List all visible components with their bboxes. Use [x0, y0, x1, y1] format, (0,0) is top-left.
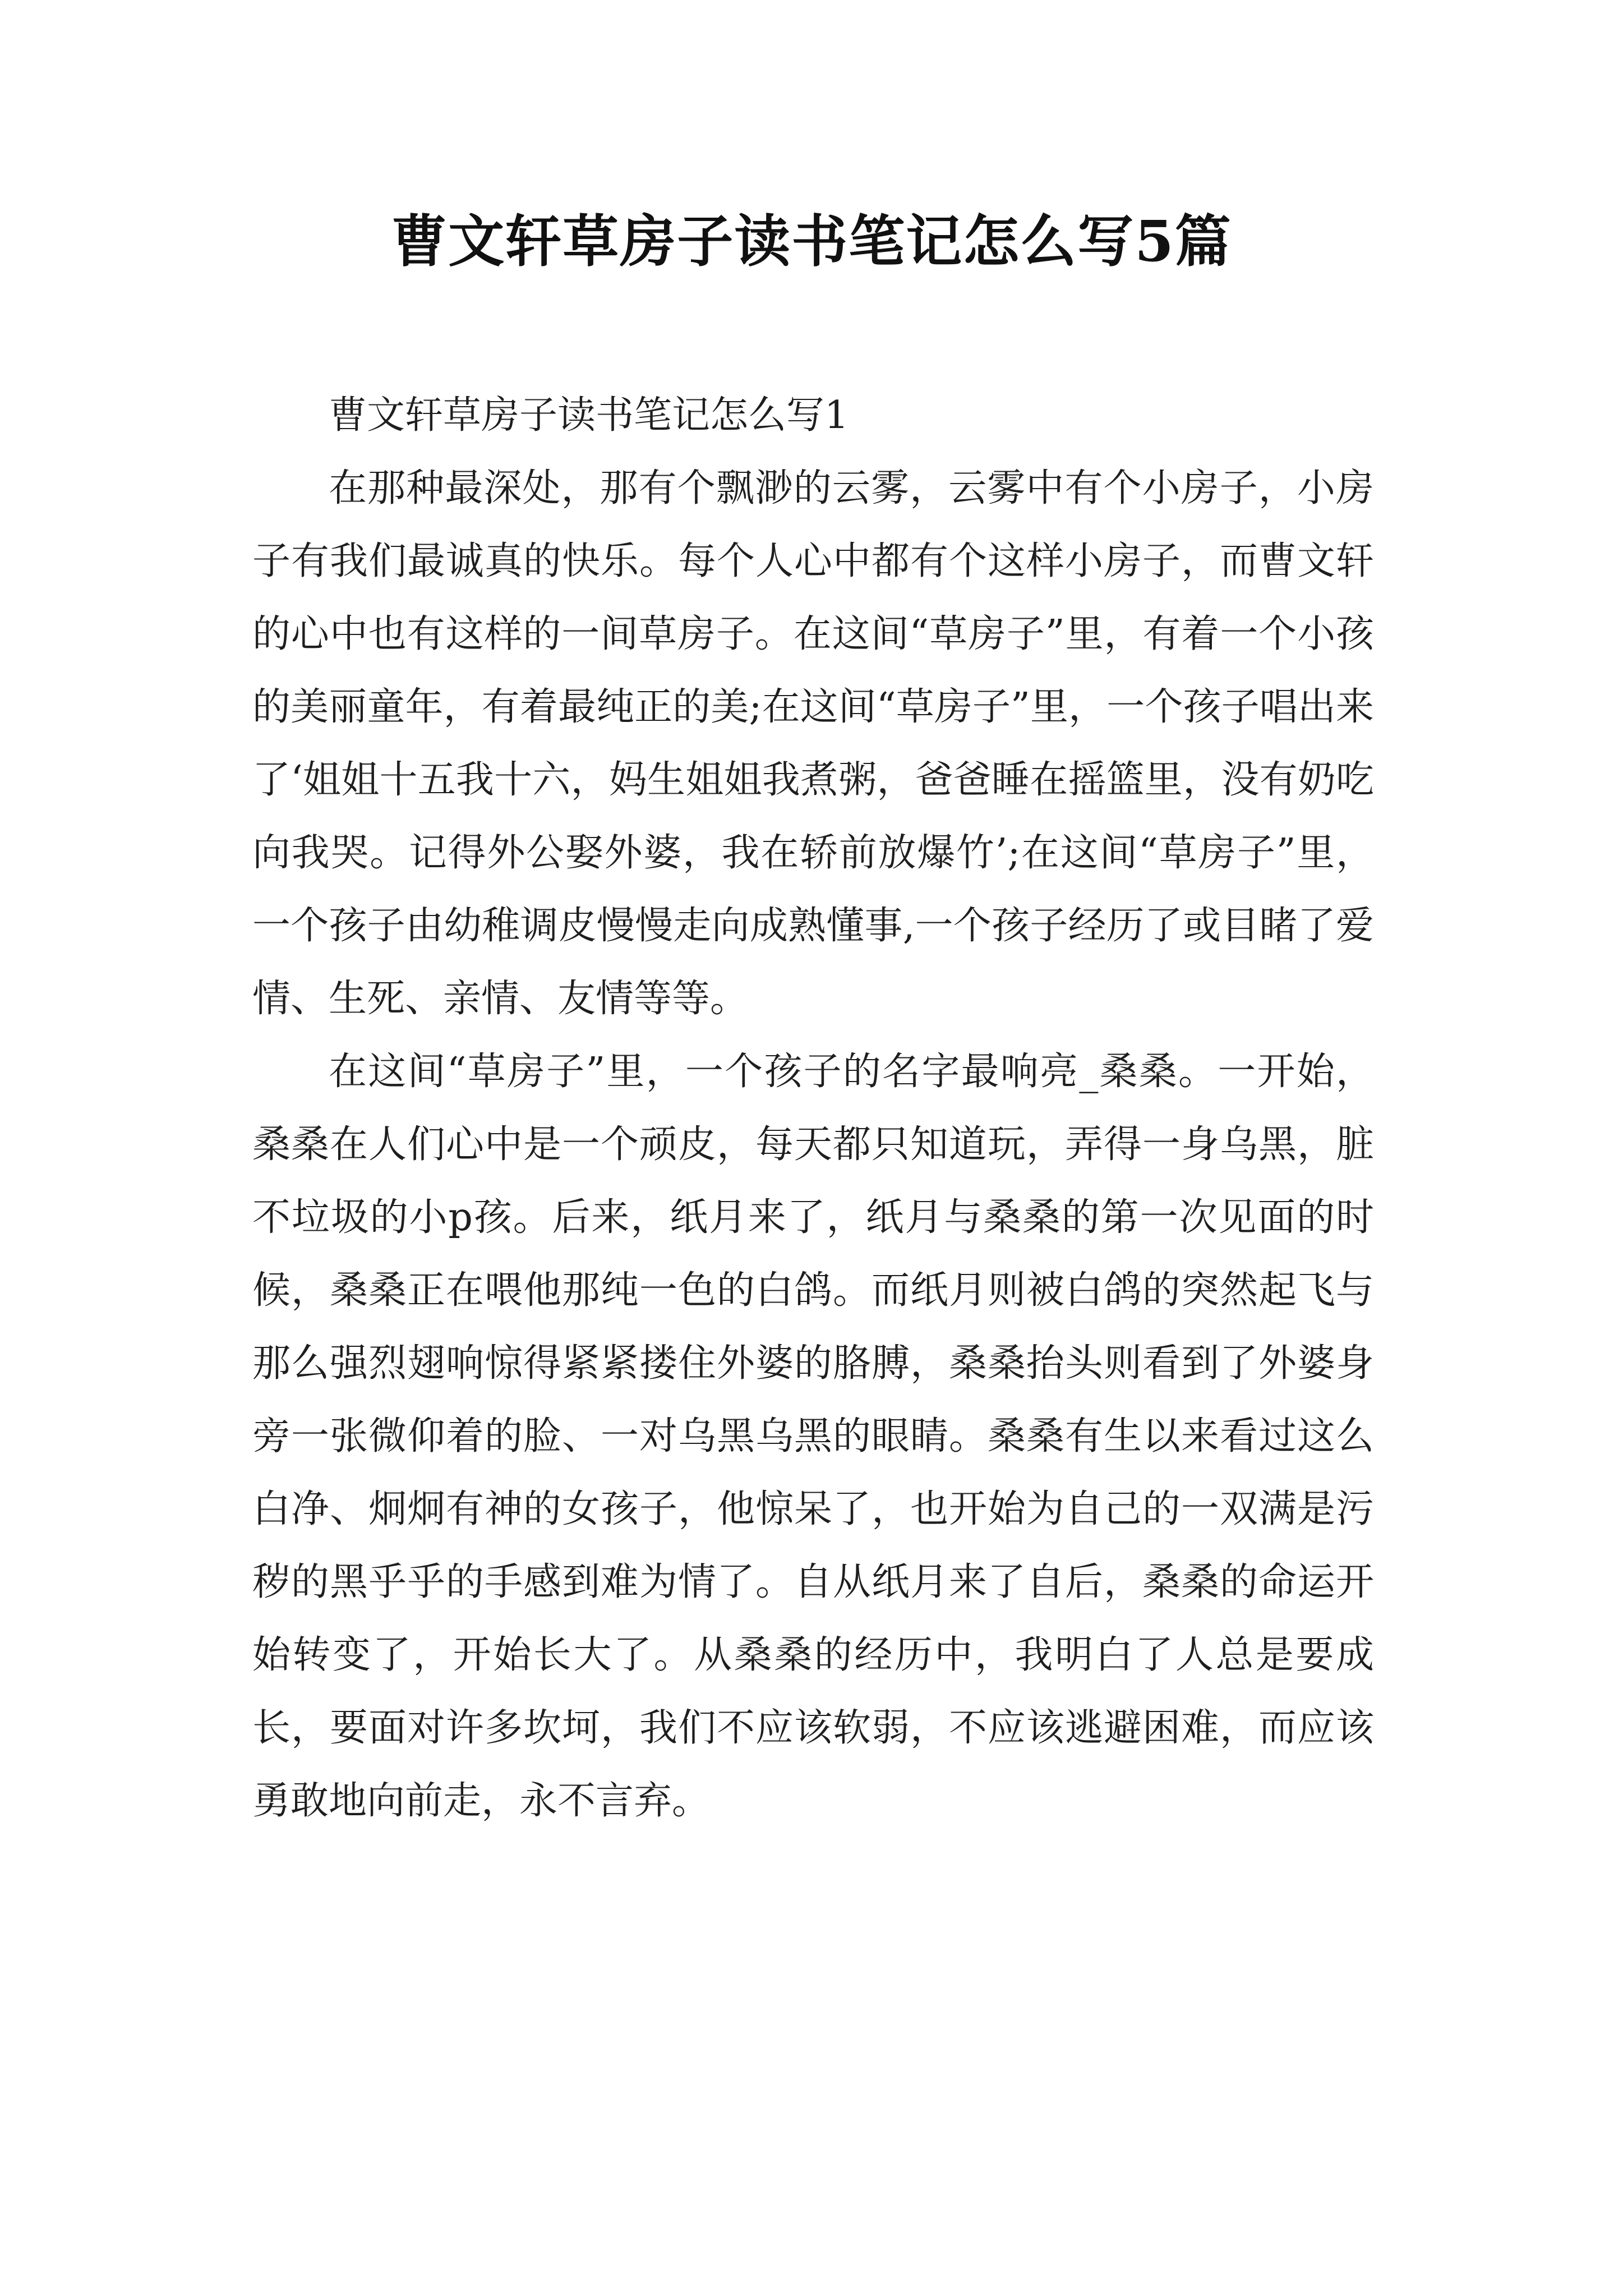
paragraph-2: 在这间“草房子”里，一个孩子的名字最响亮_桑桑。一开始，桑桑在人们心中是一个顽皮，每天都只知道玩，弄得一身乌黑，脏不垃圾的小p孩。后来，纸月来了，纸月与桑桑的第一次见面的时候，桑桑正在喂他那纯一色的白鸽。而纸月则被白鸽的突然起飞与那么强烈翅响惊得紧紧搂住外婆的胳膊，桑桑抬头则看到了外婆身旁一张微仰着的脸、一对乌黑乌黑的眼睛。桑桑有生以来看过这么白净、炯炯有神的女孩子，他惊呆了，也开始为自己的一双满是污秽的黑乎乎的手感到难为情了。自从纸月来了自后，桑桑的命运开始转变了，开始长大了。从桑桑的经历中，我明白了人总是要成长，要面对许多坎坷，我们不应该软弱，不应该逃避困难，而应该勇敢地向前走，永不言弃。	[252, 1050, 1374, 1823]
document-body	[252, 379, 1374, 1838]
paragraph-1: 在那种最深处，那有个飘渺的云雾，云雾中有个小房子，小房子有我们最诚真的快乐。每个人心中都有个这样小房子，而曹文轩的心中也有这样的一间草房子。在这间“草房子”里，有着一个小孩的美丽童年，有着最纯正的美;在这间“草房子”里，一个孩子唱出来了‘姐姐十五我十六，妈生姐姐我煮粥，爸爸睡在摇篮里，没有奶吃向我哭。记得外公娶外婆，我在轿前放爆竹’;在这间“草房子”里，一个孩子由幼稚调皮慢慢走向成熟懂事,一个孩子经历了或目睹了爱情、生死、亲情、友情等等。	[252, 466, 1374, 1021]
section-heading: 曹文轩草房子读书笔记怎么写1	[329, 393, 849, 438]
document-title: 曹文轩草房子读书笔记怎么写5篇	[391, 208, 1232, 274]
